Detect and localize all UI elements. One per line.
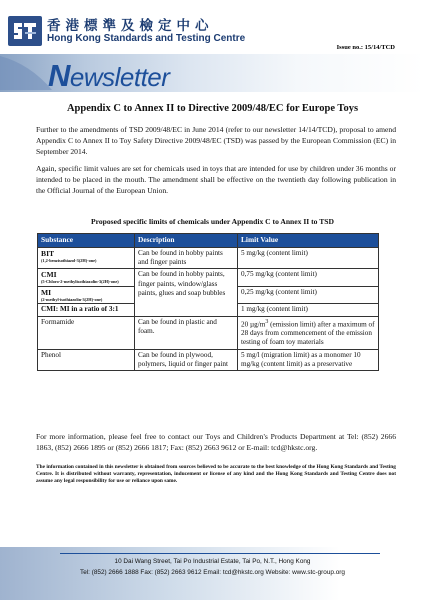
substance-cell: Formamide [38, 316, 135, 349]
substance-cell: Phenol [38, 349, 135, 370]
table-row [38, 349, 379, 370]
limit-cell [238, 316, 379, 349]
table-row [38, 248, 379, 269]
table-row [38, 269, 379, 287]
description-cell: Can be found in plastic and foam. [135, 316, 238, 349]
table-caption: Proposed specific limits of chemicals under Appendix C to Annex II to TSD [90, 217, 335, 226]
org-name-chinese: 香港標準及檢定中心 [47, 18, 214, 34]
substance-chemical-name: (2-methyl-isothiazolin-3(2H)-one) [41, 296, 103, 302]
substance-name: CMI [41, 270, 57, 280]
table-header-row [38, 234, 379, 248]
limit-value-part: 20 µg/m [241, 320, 266, 328]
limit-cell: 5 mg/l (migration limit) as a monomer 10 mg/kg (content limit) as a preservative [238, 349, 379, 370]
header-description: Description [135, 234, 238, 248]
newsletter-title-initial: N [48, 58, 70, 93]
newsletter-title-rest: ewsletter [69, 62, 170, 92]
substance-cell [38, 286, 135, 304]
table-row [38, 316, 379, 349]
substance-cell [38, 248, 135, 269]
limit-cell: 0,25 mg/kg (content limit) [238, 286, 379, 304]
substance-name: BIT [41, 249, 55, 258]
substance-chemical-name: (5-Chloro-2-methylisothiazolin-3(2H)-one) [41, 279, 119, 285]
substance-chemical-name: (1,2-benzisothiazol-3(2H)-one) [41, 258, 97, 263]
limit-cell: 5 mg/kg (content limit) [238, 248, 379, 269]
stc-logo-icon [8, 16, 42, 46]
limit-cell: 0,75 mg/kg (content limit) [238, 269, 379, 287]
description-cell: Can be found in plywood, polymers, liquid or finger paint [135, 349, 238, 370]
article-title: Appendix C to Annex II to Directive 2009/48/EC for Europe Toys [66, 103, 359, 114]
description-cell: Can be found in hobby paints and finger paints [135, 248, 238, 269]
issue-number: Issue no.: 15/14/TCD [336, 44, 395, 51]
header-limit-value: Limit Value [238, 234, 379, 248]
org-name-english: Hong Kong Standards and Testing Centre [47, 33, 246, 44]
substance-cell [38, 269, 135, 287]
footer-contact: Tel: (852) 2666 1888 Fax: (852) 2663 9612 Email: tcd@hkstc.org Website: www.stc-group.org [80, 569, 345, 576]
footer-address: 10 Dai Wang Street, Tai Po Industrial Estate, Tai Po, N.T., Hong Kong [114, 558, 311, 565]
substance-cell: CMI: MI in a ratio of 3:1 [38, 304, 135, 316]
newsletter-title [48, 58, 169, 94]
disclaimer-text: The information contained in this newsletter is obtained from sources believed to be accurate to the best knowledge of the Hong Kong Standards and Testing Centre. It is distributed without warranty, representation, inducement or license of any kind and the Hong Kong Standards and Testing Centre does not assume any legal responsibility for use or reliance upon same. [36, 464, 396, 485]
header-substance: Substance [38, 234, 135, 248]
limit-cell: 1 mg/kg (content limit) [238, 304, 379, 316]
limit-value-part: (emission limit) after a maximum of 28 days from commencement of the emission testing of foam toy materials [241, 320, 375, 347]
footer-divider [60, 553, 380, 554]
chemical-limits-table [37, 233, 379, 371]
article-paragraph-2: Again, specific limit values are set for chemicals used in toys that are intended for use by children under 36 months or intended to be placed in the mouth. The amendment shall be effective on the twentieth day following publication in the Official Journal of the European Union. [36, 164, 396, 195]
limit-superscript: 3 [265, 318, 269, 325]
substance-name: MI [41, 287, 52, 297]
contact-paragraph: For more information, please feel free to contact our Toys and Children's Products Department at Tel: (852) 2666 1863, (852) 2666 1895 or (852) 2666 1817; Fax: (852) 2663 9612 or E-mail: tcd@hkstc.org. [36, 432, 396, 452]
description-cell: Can be found in hobby paints, finger paints, window/glass paints, glues and soap bubbles [135, 269, 238, 316]
article-paragraph-1: Further to the amendments of TSD 2009/48/EC in June 2014 (refer to our newsletter 14/14/TCD), proposal to amend Appendix C to Annex II to Toy Safety Directive 2009/48/EC (TSD) was passed by the European Commission (EC) in September 2014. [36, 125, 396, 156]
